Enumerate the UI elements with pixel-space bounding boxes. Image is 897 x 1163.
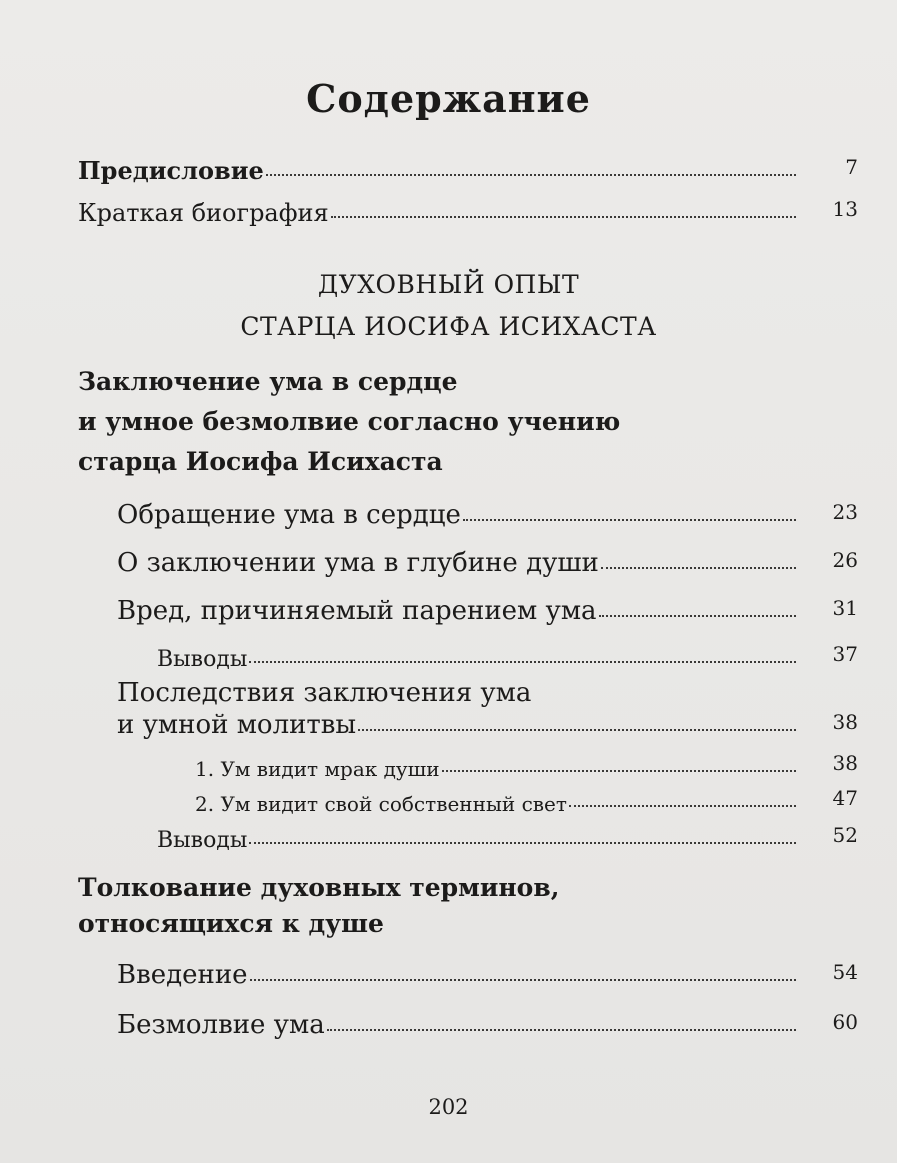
toc-page-number: 38: [832, 751, 858, 775]
toc-entry[interactable]: [195, 741, 858, 781]
toc-entry-label: О заключении ума в глубине души: [117, 548, 599, 578]
toc-page-number: 47: [832, 786, 858, 810]
dot-leader: [601, 567, 796, 569]
toc-entry[interactable]: [117, 700, 858, 740]
section-heading-line1: ДУХОВНЫЙ ОПЫТ: [317, 270, 580, 299]
toc-entry-label-line1: Последствия заключения ума: [117, 678, 532, 708]
toc-entry[interactable]: [117, 490, 858, 530]
dot-leader: [442, 770, 796, 772]
toc-entry-label: 2. Ум видит свой собственный свет: [195, 792, 567, 816]
toc-page-number: 54: [832, 960, 858, 984]
toc-entry-preface[interactable]: [78, 145, 858, 185]
toc-entry-label: Предисловие: [78, 156, 264, 185]
part-heading: старца Иосифа Исихаста: [78, 447, 443, 476]
dot-leader: [249, 842, 796, 844]
toc-entry-biography[interactable]: [78, 187, 858, 227]
part-heading: относящихся к душе: [78, 909, 384, 938]
toc-page-number: 37: [832, 642, 858, 666]
toc-entry[interactable]: [117, 1000, 858, 1040]
page-number: 202: [428, 1095, 469, 1119]
toc-entry[interactable]: [117, 950, 858, 990]
part-heading: Заключение ума в сердце: [78, 367, 458, 396]
toc-entry[interactable]: [195, 776, 858, 816]
toc-entry[interactable]: [117, 538, 858, 578]
dot-leader: [569, 805, 796, 807]
toc-page-number: 38: [832, 710, 858, 734]
toc-entry[interactable]: [157, 813, 858, 853]
toc-entry-label: 1. Ум видит мрак души: [195, 757, 440, 781]
dot-leader: [599, 615, 796, 617]
toc-page-number: 60: [832, 1010, 858, 1034]
part-heading: Толкование духовных терминов,: [78, 873, 560, 902]
section-heading-line2: СТАРЦА ИОСИФА ИСИХАСТА: [240, 312, 657, 341]
toc-page-number: 26: [832, 548, 858, 572]
toc-page-number: 52: [832, 823, 858, 847]
toc-entry-label: Выводы: [157, 647, 248, 672]
dot-leader: [249, 661, 796, 663]
toc-entry-label: Обращение ума в сердце: [117, 500, 461, 530]
toc-entry-label: Введение: [117, 960, 248, 990]
toc-page-number: 31: [832, 596, 858, 620]
page-title: Содержание: [306, 76, 591, 121]
toc-entry-label: Вред, причиняемый парением ума: [117, 596, 597, 626]
toc-page-number: 23: [832, 500, 858, 524]
dot-leader: [266, 174, 796, 176]
toc-entry[interactable]: [157, 632, 858, 672]
toc-entry-label: Выводы: [157, 828, 248, 853]
toc-entry-label: Безмолвие ума: [117, 1010, 325, 1040]
dot-leader: [463, 519, 796, 521]
dot-leader: [331, 216, 796, 218]
dot-leader: [358, 729, 796, 731]
dot-leader: [327, 1029, 796, 1031]
toc-entry-label: Краткая биография: [78, 199, 329, 227]
toc-entry[interactable]: [117, 586, 858, 626]
dot-leader: [250, 979, 796, 981]
part-heading: и умное безмолвие согласно учению: [78, 407, 621, 436]
toc-page-number: 7: [845, 155, 858, 179]
toc-entry-label: и умной молитвы: [117, 710, 357, 740]
toc-page-number: 13: [832, 197, 858, 221]
